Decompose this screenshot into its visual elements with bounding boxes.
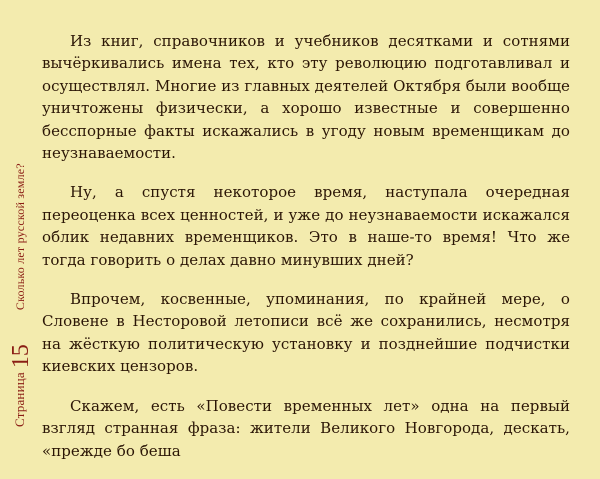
paragraph-1: Из книг, справочников и учебников десятками и сотнями вычёркивались имена тех, кто эту революцию подготавливал и осуществлял. Многие из главных деятелей Октября были вообще уничтожены физически, а хорошо известные и совершенно бесспорные факты искажались в угоду новым временщикам до неузнаваемости. [42,32,570,163]
paragraph-4: Скажем, есть «Повести временных лет» одна на первый взгляд странная фраза: жители Великого Новгорода, дескать, «прежде бо беша [42,396,570,460]
paragraph-2: Ну, а спустя некоторое время, наступала очередная переоценка всех ценностей, и уже до неузнаваемости искажался облик недавних временщиков. Это в наше-то время! Что же тогда говорить о делах давно минувших дней? [42,183,570,269]
page-margin-label [0,0,40,427]
rotated-margin-text [8,27,32,427]
book-title: Сколько лет русской земле? [12,163,27,311]
page-number: 15 [7,344,34,369]
paragraph-3: Впрочем, косвенные, упоминания, по крайней мере, о Словене в Несторовой летописи всё же сохранились, несмотря на жёсткую политическую установку и позднейшие подчистки киевских цензоров. [42,290,570,376]
page-word: Страница [12,372,27,427]
page-body [42,30,570,479]
